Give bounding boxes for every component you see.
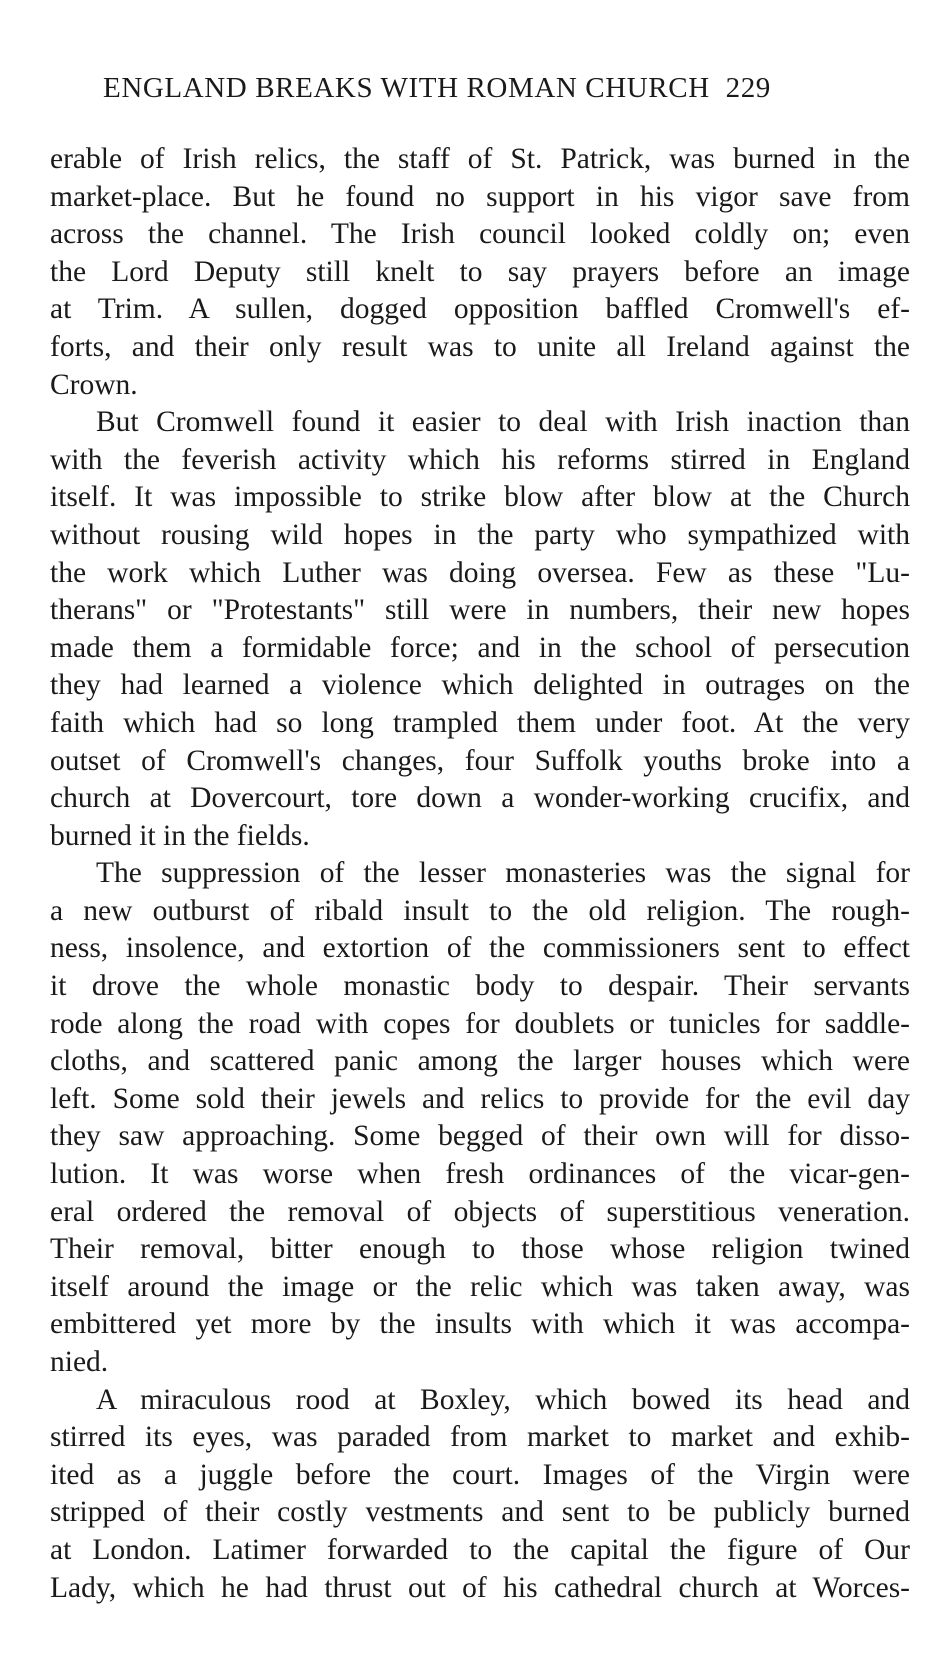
text-line: it drove the whole monastic body to despair. Their servants (50, 970, 910, 1003)
text-line: left. Some sold their jewels and relics to provide for the evil day (50, 1082, 910, 1115)
text-line: ited as a juggle before the court. Images of the Virgin were (50, 1458, 910, 1491)
text-line: itself. It was impossible to strike blow after blow at the Church (50, 481, 910, 514)
text-line: church at Dovercourt, tore down a wonder-working crucifix, and (50, 782, 910, 815)
text-line: they had learned a violence which delighted in outrages on the (50, 669, 910, 702)
text-line: they saw approaching. Some begged of their own will for disso- (50, 1120, 910, 1153)
text-line: itself around the image or the relic which was taken away, was (50, 1270, 910, 1303)
text-line: embittered yet more by the insults with which it was accompa- (50, 1308, 910, 1341)
text-line: rode along the road with copes for doublets or tunicles for saddle- (50, 1007, 910, 1040)
text-line: forts, and their only result was to unite all Ireland against the (50, 330, 910, 363)
text-line: at Trim. A sullen, dogged opposition baffled Cromwell's ef- (50, 293, 910, 326)
text-line: The suppression of the lesser monasteries was the signal for (96, 857, 910, 890)
text-line: outset of Cromwell's changes, four Suffolk youths broke into a (50, 744, 910, 777)
text-line: stirred its eyes, was paraded from market to market and exhib- (50, 1421, 910, 1454)
text-line: nied. (50, 1346, 109, 1378)
text-line: cloths, and scattered panic among the larger houses which were (50, 1045, 910, 1078)
text-line: made them a formidable force; and in the school of persecution (50, 631, 910, 664)
page-number: 229 (725, 72, 771, 104)
text-line: burned it in the fields. (50, 819, 310, 852)
text-line: across the channel. The Irish council looked coldly on; even (50, 218, 910, 251)
text-line: therans" or "Protestants" still were in numbers, their new hopes (50, 594, 910, 627)
text-line: without rousing wild hopes in the party who sympathized with (50, 518, 910, 551)
text-line: stripped of their costly vestments and sent to be publicly burned (50, 1496, 910, 1529)
text-line: eral ordered the removal of objects of superstitious veneration. (50, 1195, 910, 1228)
text-line: the Lord Deputy still knelt to say prayers before an image (50, 255, 910, 288)
text-line: Their removal, bitter enough to those whose religion twined (50, 1233, 910, 1266)
body-text (50, 141, 910, 1607)
text-line: erable of Irish relics, the staff of St. Patrick, was burned in the (50, 143, 910, 175)
text-line: ness, insolence, and extortion of the commissioners sent to effect (50, 932, 910, 965)
chapter-title: ENGLAND BREAKS WITH ROMAN CHURCH (103, 72, 710, 104)
text-line: faith which had so long trampled them under foot. At the very (50, 706, 910, 739)
text-line: at London. Latimer forwarded to the capital the figure of Our (50, 1533, 910, 1566)
running-head (103, 72, 923, 112)
text-line: Crown. (50, 368, 138, 401)
text-line: A miraculous rood at Boxley, which bowed its head and (96, 1383, 910, 1416)
text-line: market-place. But he found no support in his vigor save from (50, 180, 910, 213)
text-line: lution. It was worse when fresh ordinances of the vicar-gen- (50, 1158, 910, 1191)
text-line: But Cromwell found it easier to deal with Irish inaction than (96, 406, 910, 439)
text-line: the work which Luther was doing oversea. Few as these "Lu- (50, 556, 910, 589)
text-line: a new outburst of ribald insult to the old religion. The rough- (50, 894, 910, 927)
text-line: with the feverish activity which his reforms stirred in England (50, 443, 910, 476)
text-line: Lady, which he had thrust out of his cathedral church at Worces- (50, 1571, 910, 1604)
